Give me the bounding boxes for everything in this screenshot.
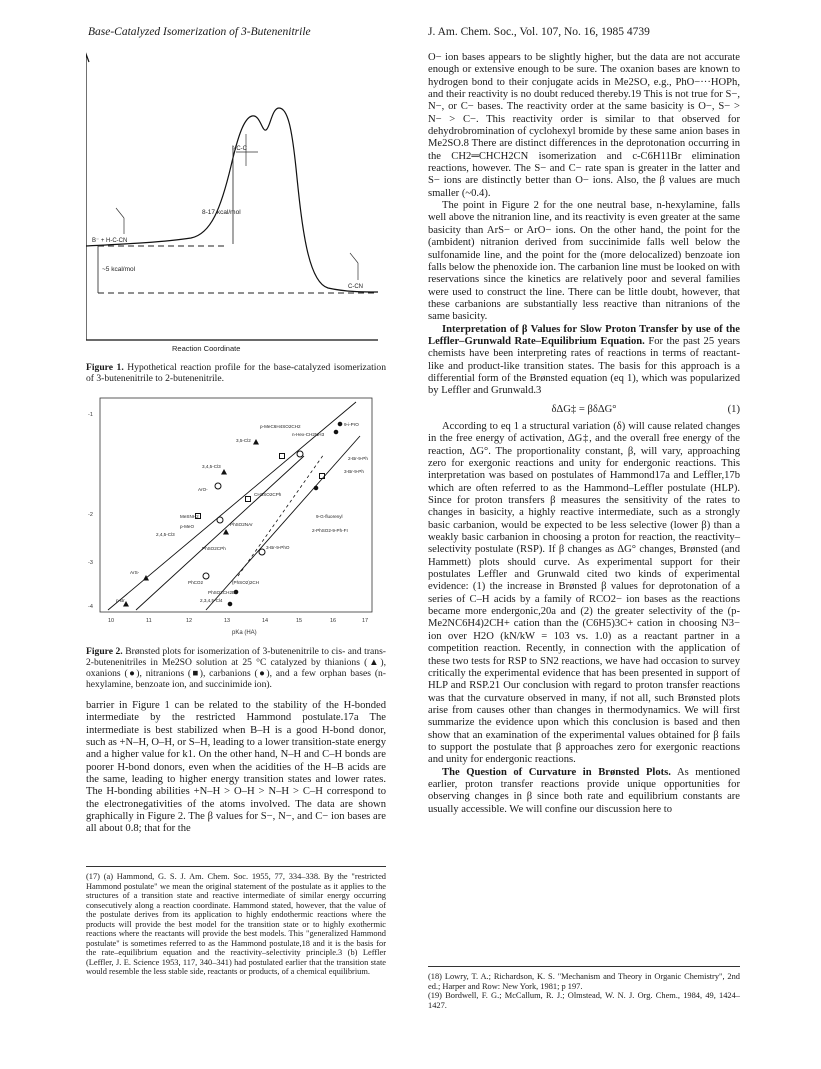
footnote-19: (19) Bordwell, F. G.; McCallum, R. J.; Olmstead, W. N. J. Org. Chem., 1984, 49, 1424–1427.	[428, 991, 740, 1010]
left-footnotes	[86, 872, 386, 977]
svg-text:B⁻ + H-C-CN: B⁻ + H-C-CN	[92, 238, 128, 244]
data-point	[221, 469, 227, 475]
left-paragraph: barrier in Figure 1 can be related to the stability of the H-bonded intermediate by the restricted Hammond postulate.17a The intermediate is best stabilized when B–H is a good H-bond donor, such as +N–H, O–H, or S–H, leading to a lower transition-state energy and a higher value for k1. On the other hand, N–H and C–H bonds are poorer H-bond donors, even when the acidities of the H–B acids are the same, leading to higher energy transition states and lower rates. The H-bonding abilities +N–H > O–H > N–H > C–H correspond to the electronegativities of the atoms involved. The data are shown graphically in Figure 2. The β values for S−, N−, and C− ion bases are all about 0.8; that for the	[86, 700, 386, 835]
point-label: 2,3,4,5-Cl4	[200, 598, 223, 603]
data-point	[253, 439, 259, 445]
right-body-text	[428, 52, 740, 816]
figure-1-xlabel: Reaction Coordinate	[172, 344, 241, 353]
figure-2-caption-text: Brønsted plots for isomerization of 3-butenenitrile to cis- and trans-2-butenenitriles in Me2SO solution at 25 °C catalyzed by thianions (▲), oxanions (●), nitranions (■), carbanions (●), and a few orphan bases (n-hexylamine, benzoate ion, and succinimide ion).	[86, 646, 386, 690]
point-label: MeSNH2	[180, 514, 199, 519]
data-point	[280, 454, 285, 459]
equation-number: (1)	[727, 403, 740, 415]
equation-1	[428, 404, 740, 416]
data-point	[297, 451, 303, 457]
point-label: p-Br	[116, 598, 125, 603]
barrier-label: 8-17 kcal/mol	[202, 209, 241, 216]
paragraph-curvature	[428, 767, 740, 816]
point-label: PhCO2	[188, 580, 204, 585]
point-label: ArO-	[198, 487, 208, 492]
x-tick-label: 14	[262, 618, 269, 624]
footnote-18: (18) Lowry, T. A.; Richardson, K. S. "Mechanism and Theory in Organic Chemistry", 2nd ed.; Harper and Row: New York, 1981; p 197.	[428, 972, 740, 991]
footnote-rule-left	[86, 866, 386, 867]
figure-2-caption-label: Figure 2.	[86, 646, 123, 657]
figure-1-caption-text: Hypothetical reaction profile for the base-catalyzed isomerization of 3-butenenitrile to 2-butenenitrile.	[86, 362, 386, 384]
y-tick-label: -1	[88, 412, 93, 418]
running-header-journal: J. Am. Chem. Soc., Vol. 107, No. 16, 1985 4739	[428, 26, 650, 38]
point-label: 3,5-Cl2	[236, 438, 251, 443]
footnote-rule-right	[428, 966, 740, 967]
data-point	[259, 549, 265, 555]
right-footnotes	[428, 972, 740, 1010]
data-point	[203, 573, 209, 579]
y-tick-label: -2	[88, 512, 93, 518]
running-header-title: Base-Catalyzed Isomerization of 3-Butenenitrile	[88, 26, 311, 38]
paragraph-curvature-text: As mentioned earlier, proton transfer reactions provide unique opportunities for observing changes in β since both rate and equilibrium constants are usually accessible. We will confine our discussion here to	[428, 766, 740, 815]
x-tick-label: 16	[330, 618, 337, 624]
data-point	[246, 497, 251, 502]
data-point	[217, 517, 223, 523]
point-label: 2-Br-9-Ph	[348, 456, 368, 461]
energy-difference-label: ~5 kcal/mol	[102, 266, 136, 273]
data-point	[320, 474, 325, 479]
point-label: p-MeC6H4SO2CH2	[260, 424, 301, 429]
point-label: 2,4,5-Cl3	[156, 532, 175, 537]
figure-1-reaction-profile	[86, 48, 386, 358]
data-point	[228, 602, 232, 606]
paragraph-leffler-text: For the past 25 years chemists have been interpreting rates of reactions in terms of reactant-like and product-like transition states. The basis for this approach is a differential form of the Brønsted equation (eq 1), which was popularized by Leffler and Grunwald.3	[428, 335, 740, 397]
y-tick-label: -4	[88, 604, 93, 610]
point-label: p-MeO	[180, 524, 195, 529]
x-tick-label: 12	[186, 618, 193, 624]
x-tick-label: 17	[362, 618, 369, 624]
data-point	[215, 483, 221, 489]
figure-2-caption	[86, 646, 386, 690]
figure-1-caption-label: Figure 1.	[86, 362, 124, 373]
point-label: 3,4,5-Cl3	[202, 464, 221, 469]
point-label: PhSO2CPh	[202, 546, 226, 551]
point-label: 3-Br-9-PhO	[266, 545, 290, 550]
paragraph-oxanion: O− ion bases appears to be slightly higher, but the data are not accurate enough or extensive enough to be sure. The oxanion bases are known to hydrogen bond to their conjugate acids in Me2SO, e.g., PhO−···HOPh, and their reactivity is no doubt reduced thereby.19 This is not true for S−, N−, or C− bases. The reactivity order at the same basicity is O−, S− > N− > C−. This reactivity order is similar to that observed for dehydrobromination of cyclohexyl bromide by these same anion bases in Me2SO.8 There are distinct differences in the deprotonation occurring in the CH2═CHCH2CN isomerization and c-C6H11Br elimination reactions, however. The S− and C− rate span is greater in the latter and S− ions are distinctly better than O− ions. Also, the β values are much smaller (~0.4).	[428, 52, 740, 199]
point-label: PhSO2NAr	[230, 522, 253, 527]
point-label: PhSO2CH2Br	[208, 590, 237, 595]
point-label: 9-G-fluorenyl	[316, 514, 343, 519]
data-point	[338, 422, 342, 426]
data-point	[314, 486, 318, 490]
figure-2-bronsted-plot	[86, 396, 386, 642]
x-tick-label: 10	[108, 618, 115, 624]
y-tick-label: -3	[88, 560, 93, 566]
point-label: 2-PhSO2-9-Ph-FI	[312, 528, 348, 533]
footnote-17: (17) (a) Hammond, G. S. J. Am. Chem. Soc. 1955, 77, 334–338. By the "restricted Hammond postulate" we mean the original statement of the postulate as it applies to the structures of a transition state and reactive intermediate of similar energy occurring consecutively along a reaction coordinate. Hammond stated, however, that the value of the postulate derives from its application to highly endothermic reactions where the products will provide the best model for the transition state or to highly exothermic reactions where the reactants will provide the best models. This "generalized Hammond postulate" is sometimes referred to as the Hammond postulate,18 and it is the basis for the rate–equilibrium equation and the reactivity–selectivity principle.3 (b) Leffler (Leffler, J. E. Science 1953, 117, 340–341) had postulated earlier that the transition state would resemble the less stable side, reactants or products, of a chemical equilibrium.	[86, 872, 386, 976]
section-heading-interpretation: Interpretation of β Values for Slow Proton Transfer by use of the Leffler–Grunwald Rate–Equilibrium Equation.	[428, 323, 740, 347]
point-label: 9-i-PrO	[344, 422, 359, 427]
x-tick-label: 11	[146, 618, 152, 624]
equation-text: δΔG‡ = βδΔG°	[551, 403, 617, 415]
svg-text:C-CN: C-CN	[348, 284, 363, 290]
svg-text:NC-C: NC-C	[232, 146, 247, 152]
paragraph-hexylamine: The point in Figure 2 for the one neutral base, n-hexylamine, falls well above the nitranion line, and its reactivity is even greater at the same basicity than ArS− or ArO− ions. On the other hand, the point for the (ambident) nitranion derived from succinimide falls well below the sulfonamide line, and the point for the (more delocalized) benzoate ion falls below the phenoxide ion. The carbanion line must be looked on with reservations since the kinetics are relatively poor and several families were used to construct the line. There can be little doubt, however, that these carbanions are substantially less reactive than nitranions of the same basicity.	[428, 200, 740, 323]
point-label: CH3SO2CPh	[254, 492, 282, 497]
point-label: n-Hex-CH2NH3	[292, 432, 325, 437]
left-body-text	[86, 700, 386, 836]
paragraph-hammond-leffler: According to eq 1 a structural variation (δ) will cause related changes in the free energy of activation, ΔG‡, and the overall free energy of the reaction, ΔG°. The proportionality constant, β, will vary, approaching zero for exergonic reactions and unity for endergonic reactions. This interpretation was based on postulates of Hammond17a and Leffler,17b which are often referred to as the Hammond–Leffler postulate (HLP). Since for proton transfers β measures the sensitivity of the rates to changes in basicity, a highly reactive intermediate, such as a strongly basic carbanion, would be expected to be less selective (lower β) than a weakly basic carbanion in choosing a proton for reaction, the reactivity–selectivity postulate (RSP). If β changes as ΔG° changes, Brønsted (and Hammett) plots should curve. As experimental support for their postulates Leffler and Grunwald cited two kinds of experimental evidence: (1) the increase in Brønsted β values for deprotonation of a series of C–H acids by a family of RCO2− ion bases as the reactions became more endergonic,20a and (2) the greater selectivity of the (p-Me2NC6H4)2CH+ cation than the (C6H5)3C+ cation in choosing N3− ion over H2O (kN/kW = 103 vs. 1.0) as a reactant partner in a competition reaction. Recently, in connection with the application of these two tests for RSP to SN2 reactions, we have had occasion to survey critically the experimental evidence that has been presented in support of HLP and RSP.21 Our conclusion with regard to proton transfer reactions was that the curvature observed in many, if not all, such Brønsted plots arise from causes other than changes in thermodynamics. We will first summarize the evidence upon which this conclusion is based and then show that an examination of the experimental values obtained for β fails to support the postulate that β approaches zero for exergonic reactions and unity for endergonic reactions.	[428, 420, 740, 766]
x-tick-label: 13	[224, 618, 231, 624]
paragraph-leffler-grunwald	[428, 324, 740, 398]
point-label: ArS-	[130, 570, 140, 575]
figure-1-caption	[86, 362, 386, 384]
x-tick-label: 15	[296, 618, 303, 624]
figure-2-xlabel: pKa (HA)	[232, 630, 257, 636]
data-point	[334, 430, 338, 434]
section-heading-curvature: The Question of Curvature in Brønsted Plots.	[442, 766, 671, 778]
plot-points	[123, 422, 342, 606]
point-label: (PhSO2)2CH	[232, 580, 260, 585]
point-label: 3-Br-9-Ph	[344, 469, 364, 474]
